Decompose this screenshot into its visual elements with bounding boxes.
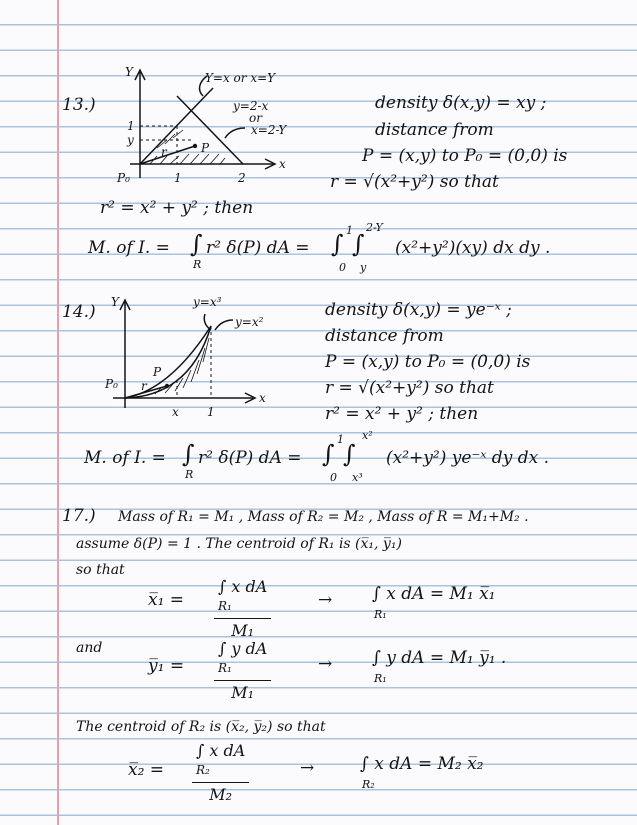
pointer-arrow-2 (225, 128, 245, 138)
p17-eq2-lhs: y̅₁ = (148, 656, 185, 676)
radius-label: r (161, 145, 167, 159)
p17-eq2-rhs: ∫ y dA = M₁ y̅₁ . (372, 648, 507, 668)
p17-line1: Mass of R₁ = M₁ , Mass of R₂ = M₂ , Mass of R = M₁+M₂ . (118, 509, 529, 525)
p13-moment-of-inertia (88, 240, 170, 257)
p17-line3: so that (76, 562, 125, 578)
tick-2-x: 2 (238, 171, 246, 185)
p17-eq2-rhs-sub: R₁ (374, 672, 387, 685)
p17-line4: The centroid of R₂ is (x̅₂, y̅₂) so that (76, 719, 326, 735)
p13-distance-line3: r = √(x²+y²) so that (330, 172, 499, 192)
p13-distance-line1: distance from (375, 120, 494, 140)
p14-inner-integral: ∫ (343, 440, 356, 468)
p14-integral-r: ∫ (182, 440, 195, 468)
eq3-numerator: ∫ x dA (196, 741, 246, 760)
p14-moi-lhs: M. of I. = (84, 448, 166, 468)
p17-eq3-arrow: → (300, 758, 315, 778)
p13-outer-upper: 1 (346, 224, 353, 237)
p17-eq3-rhs-sub: R₂ (362, 778, 375, 791)
y-axis-label: Y (125, 65, 133, 79)
problem-17-label: 17.) (62, 506, 96, 526)
eq1-numerator: ∫ x dA (218, 577, 268, 596)
point-p-dot (193, 144, 197, 148)
p14-moi-rhs: (x²+y²) ye⁻ˣ dy dx . (386, 448, 549, 468)
point-p-label: P (201, 141, 210, 155)
p14-density: density δ(x,y) = ye⁻ˣ ; (325, 300, 512, 320)
p14-integral-r-sub: R (185, 468, 194, 481)
tick-1-y: 1 (127, 119, 135, 133)
eq3-numerator-sub: R₂ (196, 763, 210, 778)
p13-outer-integral: ∫ (331, 230, 344, 258)
p14-moi-middle: r² δ(P) dA = (198, 448, 302, 468)
x-axis-label: x (259, 391, 266, 405)
p17-eq3-lhs: x̅₂ = (128, 760, 165, 780)
p13-integral-r-sub: R (193, 258, 202, 271)
p17-eq1-rhs: ∫ x dA = M₁ x̅₁ (372, 584, 496, 604)
y-axis-label: Y (111, 295, 119, 309)
line2b-label: or (249, 111, 262, 125)
line2a-label: y=2-x (233, 99, 269, 113)
problem-14-label: 14.) (62, 302, 96, 322)
curve2-label: y=x² (235, 315, 264, 329)
eq1-denominator: M₁ (231, 620, 255, 640)
tick-y: y (127, 133, 134, 147)
eq3-denominator: M₂ (209, 784, 233, 804)
p13-moi-rhs: (x²+y²)(xy) dx dy . (395, 238, 551, 258)
p14-r-squared: r² = x² + y² ; then (325, 404, 479, 424)
p13-distance-line2: P = (x,y) to P₀ = (0,0) is (362, 146, 568, 166)
p17-eq1-lhs: x̅₁ = (148, 590, 185, 610)
p13-integral-r: ∫ (190, 230, 203, 258)
eq2-denominator: M₁ (231, 682, 255, 702)
eq1-numerator-sub: R₁ (218, 599, 232, 614)
p17-eq2-arrow: → (318, 654, 333, 674)
p14-outer-lower: 0 (330, 471, 337, 484)
p17-eq3-rhs: ∫ x dA = M₂ x̅₂ (360, 754, 484, 774)
p14-distance-line3: r = √(x²+y²) so that (325, 378, 494, 398)
origin-label: P₀ (105, 377, 118, 391)
p17-and: and (76, 640, 103, 656)
p17-eq1-arrow: → (318, 590, 333, 610)
p14-inner-upper: x² (362, 429, 373, 442)
p13-density: density δ(x,y) = xy ; (375, 93, 547, 113)
point-p-label: P (153, 365, 162, 379)
x-axis-label: x (279, 157, 286, 171)
curve1-label: y=x³ (193, 295, 222, 309)
p14-outer-upper: 1 (337, 433, 344, 446)
region-hatching (155, 338, 209, 394)
line1-label: Y=x or x=Y (205, 71, 276, 85)
problem-14-graph (95, 290, 355, 420)
radius-label: r (141, 379, 147, 393)
p17-eq1-fraction (214, 578, 271, 640)
problem-13-graph (95, 60, 395, 190)
point-p-dot (165, 384, 169, 388)
p13-inner-upper: 2-Y (366, 221, 383, 234)
p14-distance-line1: distance from (325, 326, 444, 346)
p17-eq2-fraction (214, 640, 271, 702)
moi-lhs: M. of I. = (88, 238, 170, 258)
p13-outer-lower: 0 (339, 261, 346, 274)
eq2-numerator: ∫ y dA (218, 639, 268, 658)
p14-distance-line2: P = (x,y) to P₀ = (0,0) is (325, 352, 531, 372)
p14-outer-integral: ∫ (322, 440, 335, 468)
problem-13-label: 13.) (62, 95, 96, 115)
p13-inner-lower: y (360, 261, 367, 274)
p17-eq3-fraction (192, 742, 249, 804)
tick-1-x: 1 (174, 171, 182, 185)
p17-line2: assume δ(P) = 1 . The centroid of R₁ is (x̅₁, y̅₁) (76, 536, 402, 552)
p13-r-squared: r² = x² + y² ; then (100, 198, 254, 218)
p13-inner-integral: ∫ (352, 230, 365, 258)
origin-label: P₀ (117, 171, 130, 185)
eq2-numerator-sub: R₁ (218, 661, 232, 676)
pointer-arrow-2 (215, 320, 233, 330)
line2c-label: x=2-Y (251, 123, 287, 137)
p13-moi-middle: r² δ(P) dA = (206, 238, 310, 258)
tick-1: 1 (207, 405, 215, 419)
tick-x: x (172, 405, 179, 419)
p14-inner-lower: x³ (352, 471, 363, 484)
p17-eq1-rhs-sub: R₁ (374, 608, 387, 621)
